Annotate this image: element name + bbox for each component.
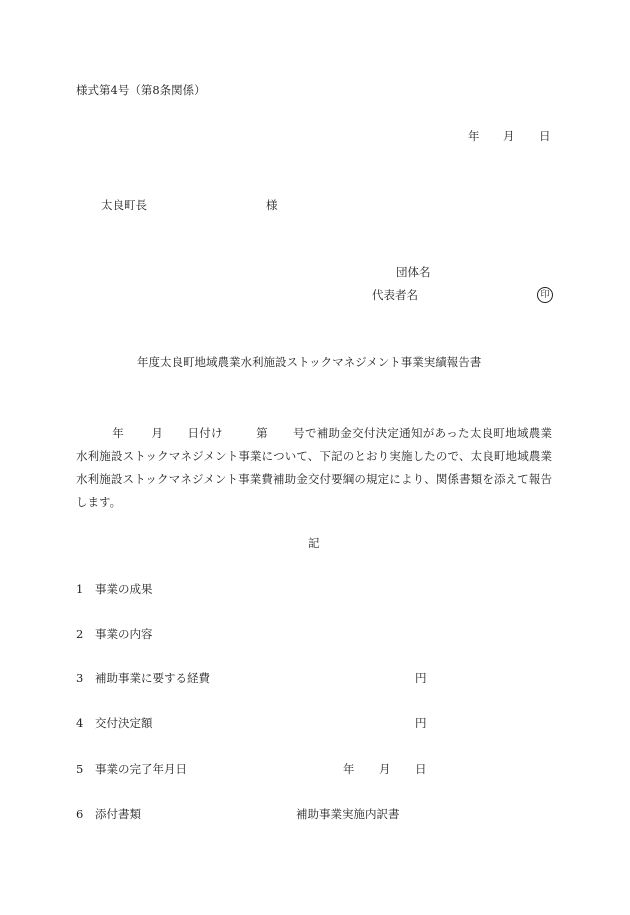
body-dated: 日付け bbox=[187, 426, 223, 440]
attachment-name: 補助事業実施内訳書 bbox=[296, 807, 400, 821]
body-text: 号で補助金交付決定通知があった太良町地域農業水利施設ストックマネジメント事業について、下記のとおり実施したので、太良町地域農業水利施設ストックマネジメント事業費補助金交付要綱の規定により、関係書類を添えて報告します。 bbox=[76, 426, 553, 509]
seal-mark: 印 bbox=[537, 287, 553, 303]
representative-label: 代表者名 bbox=[372, 288, 418, 302]
form-number: 様式第4号（第8条関係） bbox=[76, 83, 206, 97]
date-year: 年 bbox=[468, 129, 480, 143]
body-dai: 第 bbox=[255, 426, 268, 440]
date-day: 日 bbox=[539, 129, 551, 143]
date-month: 月 bbox=[503, 129, 515, 143]
item-label: 交付決定額 bbox=[95, 716, 153, 730]
body-paragraph bbox=[76, 422, 552, 514]
item-number: 5 bbox=[76, 762, 84, 776]
yen-unit: 円 bbox=[415, 671, 427, 685]
item-number: 4 bbox=[76, 716, 84, 730]
completion-year: 年 bbox=[343, 762, 355, 776]
item-number: 1 bbox=[76, 582, 84, 596]
body-year: 年 bbox=[112, 426, 125, 440]
item-label: 事業の成果 bbox=[95, 582, 153, 596]
document-title: 年度太良町地域農業水利施設ストックマネジメント事業実績報告書 bbox=[137, 355, 482, 369]
ki-heading: 記 bbox=[308, 536, 320, 550]
body-month: 月 bbox=[151, 426, 164, 440]
item-number: 2 bbox=[76, 627, 84, 641]
item-label: 添付書類 bbox=[95, 807, 141, 821]
addressee-name: 太良町長 bbox=[101, 198, 147, 212]
yen-unit: 円 bbox=[415, 716, 427, 730]
completion-month: 月 bbox=[379, 762, 391, 776]
item-label: 補助事業に要する経費 bbox=[95, 671, 210, 685]
completion-day: 日 bbox=[415, 762, 427, 776]
item-number: 3 bbox=[76, 671, 84, 685]
item-label: 事業の内容 bbox=[95, 627, 153, 641]
addressee-honorific: 様 bbox=[266, 198, 278, 212]
item-number: 6 bbox=[76, 807, 84, 821]
item-label: 事業の完了年月日 bbox=[95, 762, 187, 776]
organization-label: 団体名 bbox=[396, 265, 431, 279]
